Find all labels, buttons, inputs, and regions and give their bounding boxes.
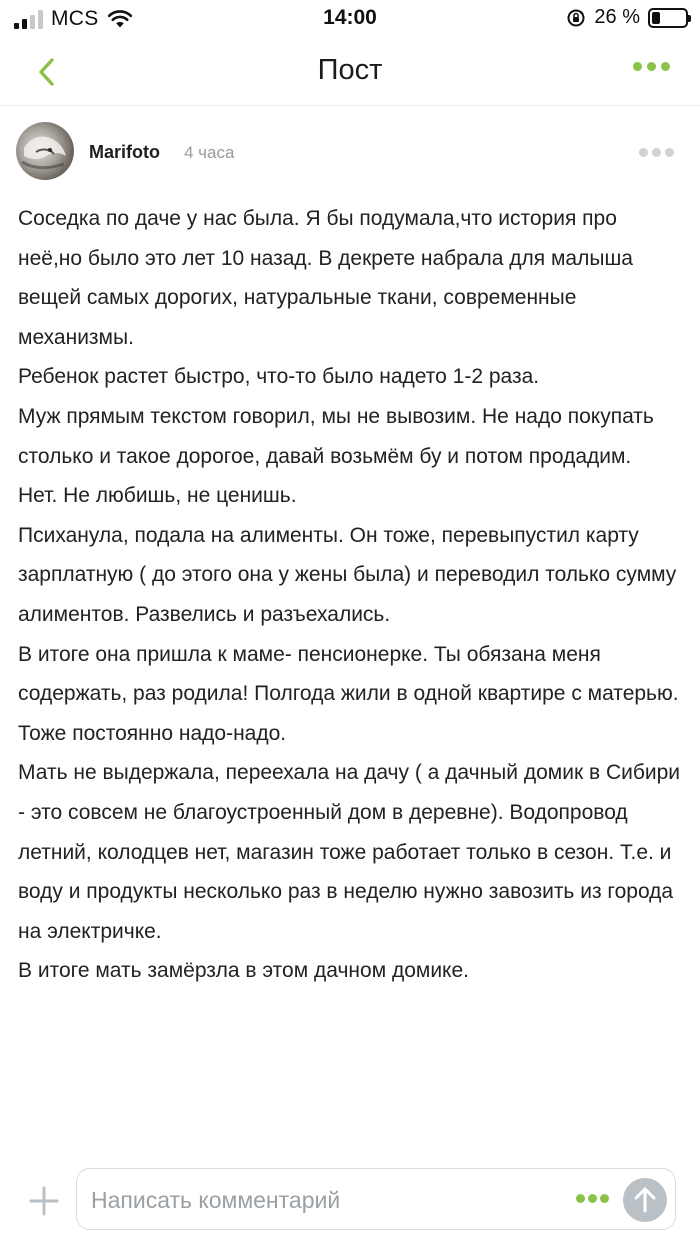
post-paragraph: В итоге она пришла к маме- пенсионерке. Ты обязана меня содержать, раз родила! Полгода жили в одной квартире с матерью. Тоже постоянно надо-надо. — [18, 642, 685, 745]
post-header — [16, 120, 684, 184]
post-paragraph: В итоге мать замёрзла в этом дачном домике. — [18, 959, 469, 983]
more-dots-icon — [639, 148, 648, 157]
add-attachment-button[interactable] — [27, 1184, 61, 1218]
comment-input[interactable] — [91, 1183, 561, 1217]
rotation-lock-icon — [566, 8, 586, 28]
avatar-image — [16, 122, 74, 180]
send-button[interactable] — [623, 1178, 667, 1222]
battery-percent: 26 % — [594, 6, 640, 28]
more-dots-icon — [633, 62, 642, 71]
post-paragraph: Соседка по даче у нас была. Я бы подумала,что история про неё,но было это лет 10 назад. В декрете набрала для малыша вещей самых дорогих, натуральные ткани, современные механизмы. — [18, 207, 639, 349]
status-bar — [0, 0, 700, 36]
author-name[interactable]: Marifoto — [89, 142, 160, 162]
post-more-button[interactable] — [639, 148, 674, 157]
comment-input-wrapper — [76, 1168, 676, 1230]
plus-icon — [27, 1184, 61, 1218]
carrier-name: MCS — [51, 7, 99, 30]
avatar[interactable] — [16, 122, 74, 180]
status-time: 14:00 — [323, 6, 377, 29]
post-paragraph: Мать не выдержала, переехала на дачу ( а дачный домик в Сибири - это совсем не благоустроенный дом в деревне). Водопровод летний, колодцев нет, магазин тоже работает только в сезон. Т.е. и воду и продукты несколько раз в неделю нужно завозить из города на электричке. — [18, 761, 686, 943]
status-right — [566, 6, 688, 29]
emoji-button[interactable] — [576, 1194, 609, 1203]
battery-icon — [648, 8, 688, 28]
comment-bar — [0, 1160, 700, 1244]
post-paragraph: Муж прямым текстом говорил, мы не вывозим. Не надо покупать столько и такое дорогое, давай возьмём бу и потом продадим. — [18, 404, 660, 468]
post-body — [18, 199, 686, 991]
post-time: 4 часа — [184, 143, 235, 162]
page-title: Пост — [317, 54, 383, 86]
arrow-up-icon — [633, 1187, 657, 1213]
post-paragraph: Нет. Не любишь, не ценишь. — [18, 484, 297, 508]
post-paragraph: Ребенок растет быстро, что-то было надето 1-2 раза. — [18, 365, 540, 389]
nav-more-button[interactable] — [633, 62, 670, 71]
more-dots-icon — [576, 1194, 585, 1203]
post-paragraph: Психанула, подала на алименты. Он тоже, перевыпустил карту зарплатную ( до этого она у жены была) и переводил только сумму алиментов. Развелись и разъехались. — [18, 523, 683, 626]
nav-bar — [0, 40, 700, 106]
